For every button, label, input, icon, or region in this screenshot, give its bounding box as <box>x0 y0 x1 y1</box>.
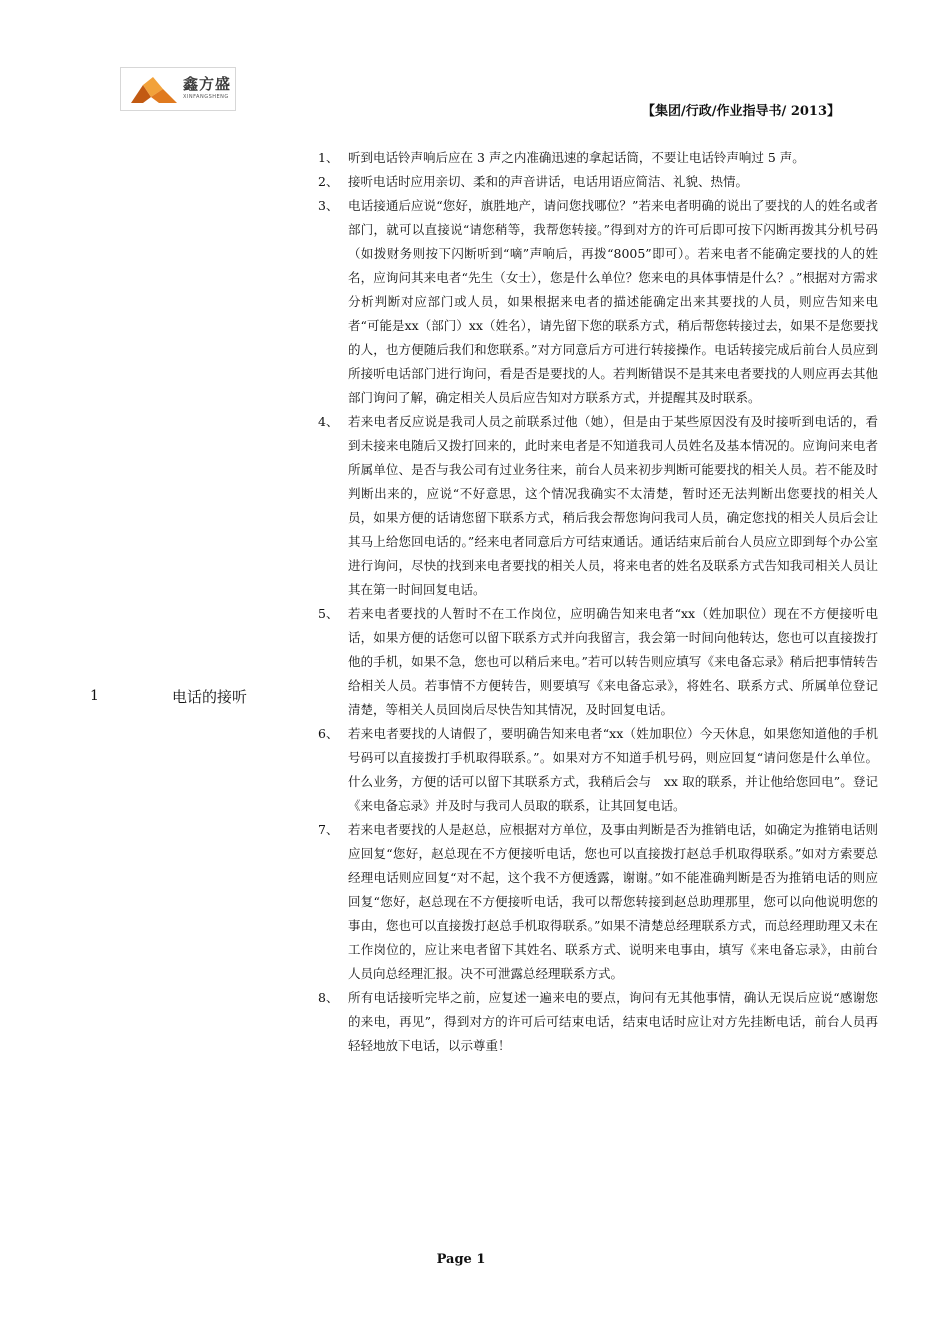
item-number: 5、 <box>318 606 339 621</box>
item-text: 若来电者要找的人是赵总，应根据对方单位，及事由判断是否为推销电话，如确定为推销电话则应回复“您好，赵总现在不方便接听电话，您也可以直接拨打赵总手机取得联系。”如对方索要总经理电话则应回复“对不起，这个我不方便透露，谢谢。”如不能准确判断是否为推销电话的则应回复“您好，赵总现在不方便接听电话，我可以帮您转接到赵总助理那里，您可以向他说明您的事由，您也可以直接拨打赵总手机取得联系。”如果不清楚总经理联系方式，而总经理助理又未在工作岗位的，应让来电者留下其姓名、联系方式、说明来电事由，填写《来电备忘录》，由前台人员向总经理汇报。决不可泄露总经理联系方式。 <box>348 822 878 981</box>
list-item <box>318 986 878 1058</box>
logo-subtitle: XINFANGSHENG <box>183 94 229 100</box>
item-number: 6、 <box>318 726 339 741</box>
procedure-list <box>318 146 878 1058</box>
document-header-tag: 【集团/行政/作业指导书/ 2013】 <box>642 104 840 119</box>
list-item <box>318 194 878 410</box>
item-number: 1、 <box>318 150 339 165</box>
item-text: 若来电者要找的人请假了，要明确告知来电者“xx（姓加职位）今天休息，如果您知道他的手机号码可以直接拨打手机取得联系。”。如果对方不知道手机号码，则应回复“请问您是什么单位。什么业务，方便的话可以留下其联系方式，我稍后会与 xx 取的联系，并让他给您回电”。登记《来电备忘录》并及时与我司人员取的联系，让其回复电话。 <box>348 726 878 813</box>
item-number: 4、 <box>318 414 339 429</box>
logo-name: 鑫方盛 <box>183 75 232 93</box>
list-item <box>318 818 878 986</box>
item-text: 所有电话接听完毕之前，应复述一遍来电的要点，询问有无其他事情，确认无误后应说“感谢您的来电，再见”，得到对方的许可后可结束电话，结束电话时应让对方先挂断电话，前台人员再轻轻地放下电话，以示尊重！ <box>348 990 878 1053</box>
item-text: 电话接通后应说“您好，旗胜地产，请问您找哪位？”若来电者明确的说出了要找的人的姓名或者部门，就可以直接说“请您稍等，我帮您转接。”得到对方的许可后即可按下闪断再拨其分机号码（如拨财务则按下闪断听到“嘀”声响后，再拨“8005”即可）。若来电者不能确定要找的人的姓名，应询问其来电者“先生（女士），您是什么单位？您来电的具体事情是什么？。”根据对方需求分析判断对应部门或人员，如果根据来电者的描述能确定出来其要找的人员，则应告知来电者“可能是xx（部门）xx（姓名），请先留下您的联系方式，稍后帮您转接过去，如果不是您要找的人，也方便随后我们和您联系。”对方同意后方可进行转接操作。电话转接完成后前台人员应到所接听电话部门进行询问，看是否是要找的人。若判断错误不是其来电者要找的人则应再去其他部门询问了解，确定相关人员后应告知对方联系方式，并提醒其及时联系。 <box>348 198 878 405</box>
item-number: 3、 <box>318 198 339 213</box>
item-number: 7、 <box>318 822 339 837</box>
list-item <box>318 722 878 818</box>
item-number: 2、 <box>318 174 339 189</box>
list-item <box>318 146 878 170</box>
item-text: 接听电话时应用亲切、柔和的声音讲话，电话用语应简洁、礼貌、热情。 <box>348 174 749 189</box>
company-logo <box>120 67 236 111</box>
item-number: 8、 <box>318 990 339 1005</box>
logo-mark-icon <box>129 75 179 105</box>
list-item <box>318 410 878 602</box>
page-number: Page 1 <box>436 1252 486 1267</box>
list-item <box>318 602 878 722</box>
section-title: 电话的接听 <box>172 688 248 706</box>
item-text: 若来电者要找的人暂时不在工作岗位，应明确告知来电者“xx（姓加职位）现在不方便接听电话，如果方便的话您可以留下联系方式并向我留言，我会第一时间向他转达，您也可以直接拨打他的手机，如果不急，您也可以稍后来电。”若可以转告则应填写《来电备忘录》稍后把事情转告给相关人员。若事情不方便转告，则要填写《来电备忘录》，将姓名、联系方式、所属单位登记清楚，等相关人员回岗后尽快告知其情况，及时回复电话。 <box>348 606 878 717</box>
list-item <box>318 170 878 194</box>
section-number: 1 <box>90 688 99 704</box>
item-text: 若来电者反应说是我司人员之前联系过他（她），但是由于某些原因没有及时接听到电话的，看到未接来电随后又拨打回来的，此时来电者是不知道我司人员姓名及基本情况的。应询问来电者所属单位、是否与我公司有过业务往来，前台人员来初步判断可能要找的相关人员。若不能及时判断出来的，应说“不好意思，这个情况我确实不太清楚，暂时还无法判断出您要找的相关人员，如果方便的话请您留下联系方式，稍后我会帮您询问我司人员，确定您找的相关人员后会让其马上给您回电话的。”经来电者同意后方可结束通话。通话结束后前台人员应立即到每个办公室进行询问，尽快的找到来电者要找的相关人员，将来电者的姓名及联系方式告知我司相关人员让其在第一时间回复电话。 <box>348 414 878 597</box>
item-text: 听到电话铃声响后应在 3 声之内准确迅速的拿起话筒，不要让电话铃声响过 5 声。 <box>348 150 805 165</box>
